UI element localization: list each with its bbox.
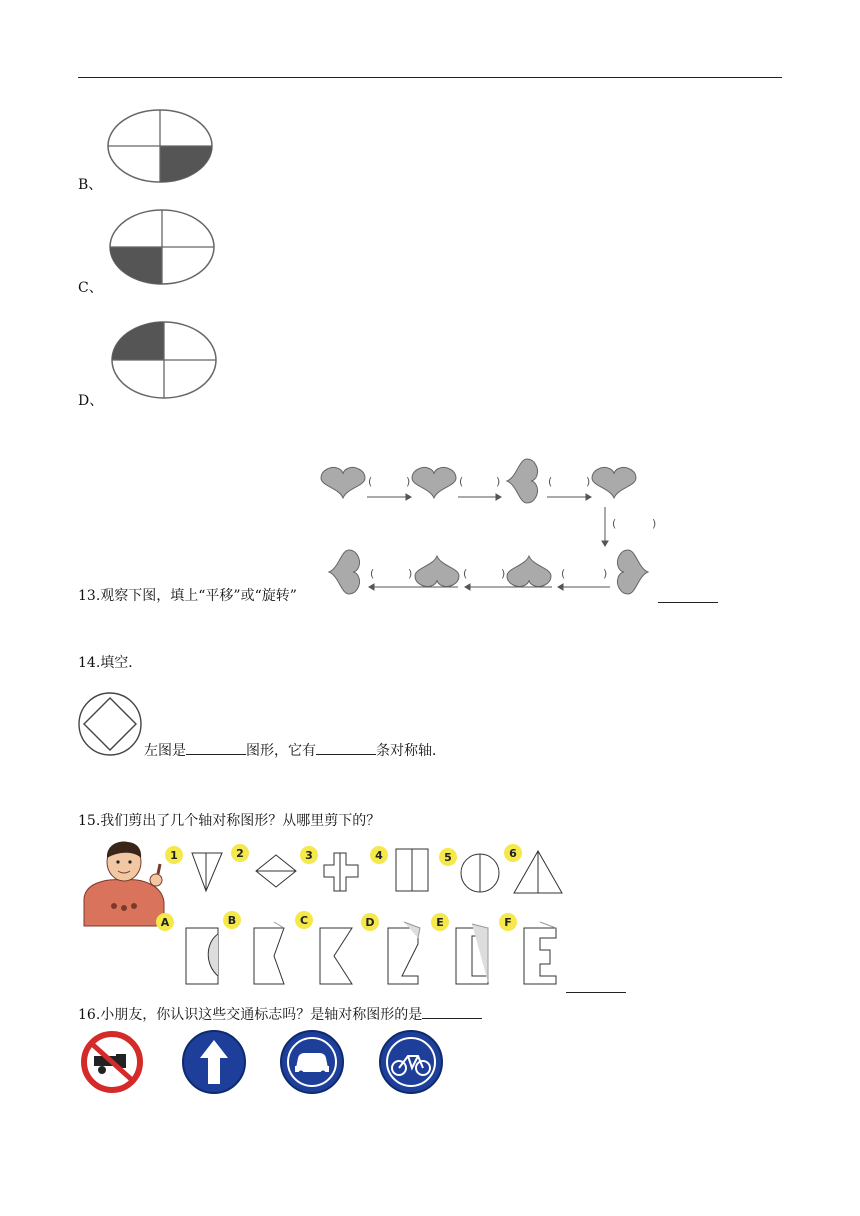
svg-text:D: D: [365, 916, 375, 929]
svg-text:): ): [652, 517, 657, 530]
svg-text:(: (: [561, 567, 566, 580]
svg-text:1: 1: [170, 849, 178, 862]
svg-text:(: (: [368, 475, 373, 488]
svg-text:E: E: [436, 916, 444, 929]
svg-text:4: 4: [375, 849, 383, 862]
svg-text:(: (: [612, 517, 617, 530]
svg-text:A: A: [160, 916, 170, 929]
svg-text:3: 3: [305, 849, 313, 862]
svg-text:): ): [406, 475, 411, 488]
svg-text:B: B: [227, 914, 237, 927]
bicycle-sign-icon: [380, 1031, 442, 1093]
q14-blank-2[interactable]: [316, 742, 376, 755]
svg-text:2: 2: [236, 847, 244, 860]
circle-square-figure: [78, 692, 144, 758]
q13-answer-blank[interactable]: [658, 590, 718, 603]
option-c-label: C、: [78, 280, 103, 296]
svg-text:(: (: [548, 475, 553, 488]
option-d-label: D、: [78, 393, 104, 409]
q14-title: 14.填空．: [78, 655, 143, 671]
svg-text:5: 5: [444, 851, 452, 864]
q13-text: 13.观察下图，填上“平移”或“旋转”: [78, 588, 297, 604]
svg-text:C: C: [299, 914, 309, 927]
svg-text:F: F: [504, 916, 512, 929]
no-cart-sign-icon: [84, 1034, 140, 1090]
heart-transform-diagram: [310, 455, 670, 605]
option-c-ellipse: [108, 209, 218, 287]
option-b-ellipse: [106, 109, 216, 187]
q14-sentence: [144, 742, 446, 759]
svg-text:6: 6: [509, 847, 517, 860]
badge-1: [165, 846, 183, 864]
svg-text:): ): [603, 567, 608, 580]
svg-text:(: (: [370, 567, 375, 580]
svg-text:): ): [496, 475, 501, 488]
q16-answer-blank[interactable]: [422, 1006, 482, 1019]
svg-text:): ): [408, 567, 413, 580]
cut-shapes-row: [160, 845, 570, 897]
svg-text:): ): [501, 567, 506, 580]
header-rule: [78, 77, 782, 78]
svg-text:(: (: [463, 567, 468, 580]
q15-text: 15.我们剪出了几个轴对称图形？从哪里剪下的？: [78, 813, 381, 829]
option-b-label: B、: [78, 177, 103, 193]
svg-text:): ): [586, 475, 591, 488]
motor-vehicle-sign-icon: [281, 1031, 343, 1093]
folded-papers-row: [150, 910, 570, 990]
q14-s3: 条对称轴．: [376, 743, 446, 759]
q16-text: [78, 1006, 482, 1023]
q16-text-label: 16.小朋友，你认识这些交通标志吗？是轴对称图形的是: [78, 1007, 423, 1023]
straight-ahead-sign-icon: [183, 1031, 245, 1093]
option-d-ellipse: [110, 321, 220, 401]
svg-text:(: (: [459, 475, 464, 488]
traffic-signs-row: [80, 1030, 450, 1100]
q14-blank-1[interactable]: [186, 742, 246, 755]
q14-s2: 图形，它有: [246, 743, 316, 759]
q15-answer-blank[interactable]: [566, 980, 626, 993]
q14-s1: 左图是: [144, 743, 186, 759]
